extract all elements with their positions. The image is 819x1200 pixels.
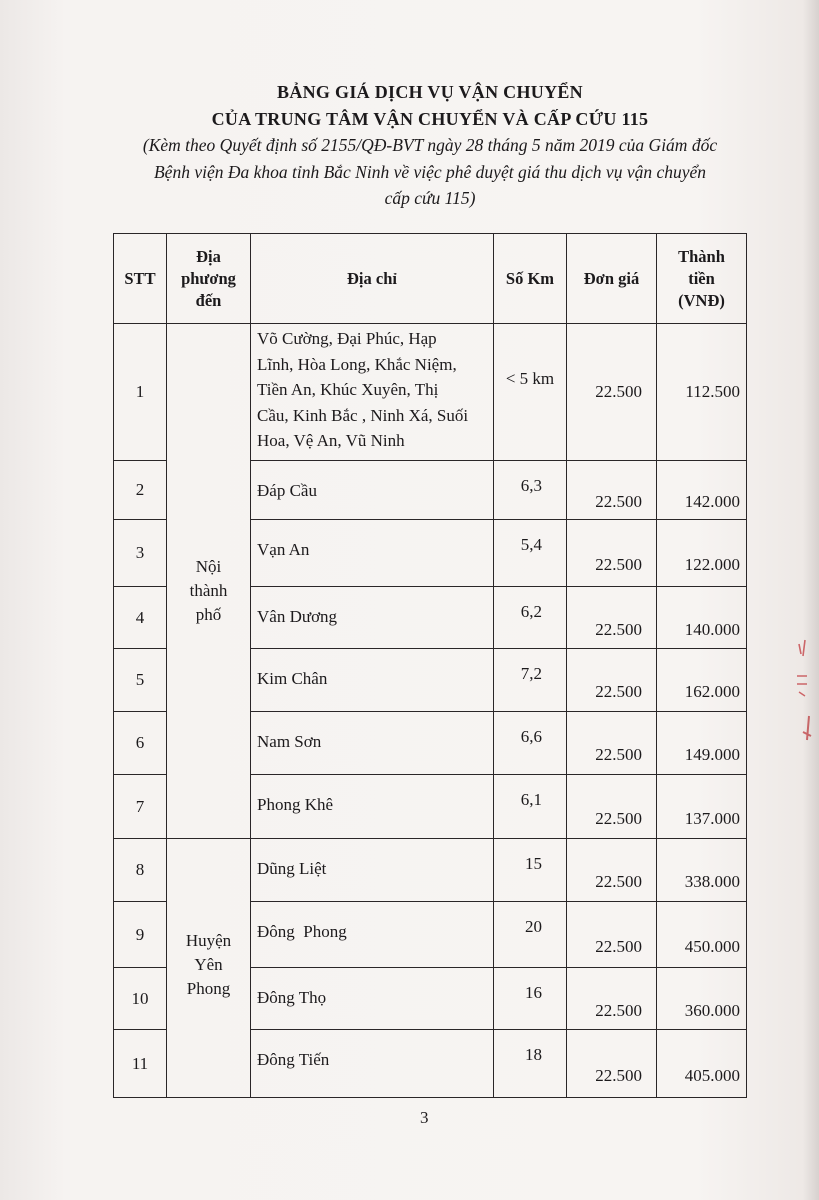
row-stt: 7 xyxy=(114,775,167,839)
header-total-line-1: Thành xyxy=(678,246,725,266)
row-stt: 8 xyxy=(114,839,167,902)
row-total: 149.000 xyxy=(657,712,747,775)
row-address: Phong Khê xyxy=(251,775,494,839)
row-stt: 1 xyxy=(114,324,167,461)
row-address: Đông Tiến xyxy=(251,1030,494,1098)
table-row xyxy=(114,839,747,902)
row-km: 15 xyxy=(494,839,567,902)
header-locality-line-3: đến xyxy=(195,290,222,310)
header-total xyxy=(657,234,747,324)
row-stt: 11 xyxy=(114,1030,167,1098)
row-address: Nam Sơn xyxy=(251,712,494,775)
header-stt: STT xyxy=(114,234,167,324)
row-unit-price: 22.500 xyxy=(567,587,657,649)
document-title-line-2: CỦA TRUNG TÂM VẬN CHUYỂN VÀ CẤP CỨU 115 xyxy=(211,109,649,129)
row-unit-price: 22.500 xyxy=(567,839,657,902)
address-line: Hoa, Vệ An, Vũ Ninh xyxy=(257,431,405,450)
row-km: 6,6 xyxy=(494,712,567,775)
row-unit-price: 22.500 xyxy=(567,712,657,775)
region-line-3: Phong xyxy=(186,979,231,998)
header-total-line-2: tiền xyxy=(688,268,715,288)
document-title-line-1: BẢNG GIÁ DỊCH VỤ VẬN CHUYỂN xyxy=(277,82,583,102)
row-km: 18 xyxy=(494,1030,567,1098)
row-total: 450.000 xyxy=(657,902,747,968)
row-stt: 4 xyxy=(114,587,167,649)
row-total: 405.000 xyxy=(657,1030,747,1098)
row-address: Đông Thọ xyxy=(251,968,494,1030)
row-address: Đáp Cầu xyxy=(251,461,494,520)
row-address xyxy=(251,324,494,461)
row-total: 112.500 xyxy=(657,324,747,461)
region-line-1: Huyện xyxy=(185,931,232,950)
region-huyen-yen-phong xyxy=(167,839,251,1098)
address-line: Lĩnh, Hòa Long, Khắc Niệm, xyxy=(257,354,457,374)
header-locality-line-2: phương xyxy=(181,268,236,288)
row-address: Đông Phong xyxy=(251,902,494,968)
address-line: Tiền An, Khúc Xuyên, Thị xyxy=(257,380,439,399)
row-address: Vân Dương xyxy=(251,587,494,649)
row-unit-price: 22.500 xyxy=(567,968,657,1030)
row-address: Dũng Liệt xyxy=(251,839,494,902)
header-address: Địa chỉ xyxy=(251,234,494,324)
row-total: 142.000 xyxy=(657,461,747,520)
table-row xyxy=(114,324,747,461)
row-km: 6,3 xyxy=(494,461,567,520)
page-number: 3 xyxy=(420,1108,429,1127)
row-km: < 5 km xyxy=(494,324,567,461)
row-unit-price: 22.500 xyxy=(567,1030,657,1098)
address-line: Võ Cường, Đại Phúc, Hạp xyxy=(257,329,437,348)
row-total: 137.000 xyxy=(657,775,747,839)
row-total: 360.000 xyxy=(657,968,747,1030)
region-line-2: Yên xyxy=(194,955,223,974)
row-stt: 10 xyxy=(114,968,167,1030)
document-subtitle-line-1: (Kèm theo Quyết định số 2155/QĐ-BVT ngày 28 tháng 5 năm 2019 của Giám đốc xyxy=(142,135,718,155)
document-subtitle-line-3: cấp cứu 115) xyxy=(384,188,476,208)
address-line: Cầu, Kinh Bắc , Ninh Xá, Suối xyxy=(257,405,469,425)
page-edge-shadow xyxy=(803,0,819,1200)
row-address: Vạn An xyxy=(251,520,494,587)
price-table xyxy=(113,233,747,1098)
region-line-2: thành xyxy=(189,581,228,600)
region-noi-thanh-pho xyxy=(167,324,251,839)
row-km: 16 xyxy=(494,968,567,1030)
header-locality-line-1: Địa xyxy=(196,246,221,266)
header-locality xyxy=(167,234,251,324)
header-km: Số Km xyxy=(494,234,567,324)
region-line-3: phố xyxy=(195,605,222,624)
row-total: 122.000 xyxy=(657,520,747,587)
row-total: 140.000 xyxy=(657,587,747,649)
row-address: Kim Chân xyxy=(251,649,494,712)
row-stt: 9 xyxy=(114,902,167,968)
region-line-1: Nội xyxy=(195,557,222,576)
row-total: 162.000 xyxy=(657,649,747,712)
row-unit-price: 22.500 xyxy=(567,324,657,461)
header-total-line-3: (VNĐ) xyxy=(678,290,725,310)
table-header-row xyxy=(114,234,747,324)
row-km: 6,2 xyxy=(494,587,567,649)
row-km: 6,1 xyxy=(494,775,567,839)
row-km: 7,2 xyxy=(494,649,567,712)
row-stt: 2 xyxy=(114,461,167,520)
row-total: 338.000 xyxy=(657,839,747,902)
row-unit-price: 22.500 xyxy=(567,520,657,587)
row-stt: 6 xyxy=(114,712,167,775)
document-subtitle-line-2: Bệnh viện Đa khoa tỉnh Bắc Ninh về việc phê duyệt giá thu dịch vụ vận chuyển xyxy=(153,162,707,182)
row-stt: 5 xyxy=(114,649,167,712)
row-km: 20 xyxy=(494,902,567,968)
row-km: 5,4 xyxy=(494,520,567,587)
row-unit-price: 22.500 xyxy=(567,461,657,520)
row-stt: 3 xyxy=(114,520,167,587)
header-unit-price: Đơn giá xyxy=(567,234,657,324)
row-unit-price: 22.500 xyxy=(567,902,657,968)
row-unit-price: 22.500 xyxy=(567,775,657,839)
row-unit-price: 22.500 xyxy=(567,649,657,712)
